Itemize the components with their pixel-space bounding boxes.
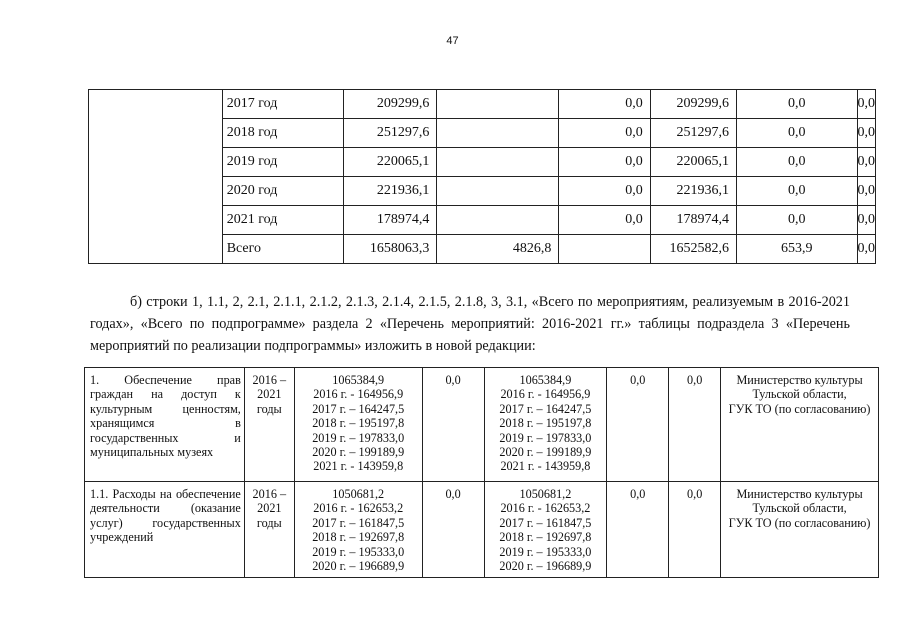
local-cell: 0,0 xyxy=(736,148,857,177)
total-amount-cell xyxy=(294,482,422,578)
amount-line: 2021 г. - 143959,8 xyxy=(313,459,404,474)
regional-cell: 0,0 xyxy=(559,90,650,119)
paragraph-text: б) строки 1, 1.1, 2, 2.1, 2.1.1, 2.1.2, 2.1.3, 2.1.4, 2.1.5, 2.1.8, 3, 3.1, «Всего по мероприятиям, реализуемым в 2016-2021 годах», «Всего по подпрограмме» раздела 2 «Перечень мероприятий: 2016-2021 гг.» таблицы подраздела 3 «Перечень мероприятий по реализации подпрограммы» изложить в новой редакции: xyxy=(90,294,850,354)
federal-cell xyxy=(437,119,559,148)
amount-line: 2018 г. – 192697,8 xyxy=(312,530,405,545)
local-cell: 0,0 xyxy=(736,206,857,235)
other-cell: 0,0 xyxy=(857,148,876,177)
year-cell: 2017 год xyxy=(222,90,344,119)
measure-name-cell xyxy=(85,482,245,578)
period-line: годы xyxy=(256,401,282,416)
executor-line: Министерство культуры xyxy=(736,373,863,387)
total-cell: 1658063,3 xyxy=(344,235,437,264)
other-cell: 0,0 xyxy=(669,482,721,578)
local-cell: 0,0 xyxy=(736,119,857,148)
regional-cell: 0,0 xyxy=(559,148,650,177)
other-cell: 0,0 xyxy=(857,177,876,206)
local-cell: 0,0 xyxy=(736,90,857,119)
measure-name-cell xyxy=(85,368,245,482)
page-number: 47 xyxy=(446,35,459,47)
regional-amount-cell xyxy=(484,368,607,482)
measure-name: 1. Обеспечение прав граждан на доступ к культурным ценностям, хранящимся в государственных и муниципальных музеях xyxy=(90,373,241,460)
amount-line: 2016 г. - 164956,9 xyxy=(500,387,591,402)
other-cell: 0,0 xyxy=(857,206,876,235)
total-cell: 221936,1 xyxy=(344,177,437,206)
amount-line: 2017 г. – 161847,5 xyxy=(499,515,592,530)
executor-cell xyxy=(721,482,879,578)
local-cell: 653,9 xyxy=(736,235,857,264)
year-cell: 2021 год xyxy=(222,206,344,235)
period-line: 2021 xyxy=(257,387,282,402)
other-cell: 0,0 xyxy=(669,368,721,482)
amount-line: 2016 г. - 164956,9 xyxy=(313,387,404,402)
budget-cell: 221936,1 xyxy=(650,177,736,206)
total-cell: 251297,6 xyxy=(344,119,437,148)
year-cell: 2018 год xyxy=(222,119,344,148)
period-cell xyxy=(244,482,294,578)
amount-line: 2018 г. – 192697,8 xyxy=(499,530,592,545)
local-cell: 0,0 xyxy=(607,482,669,578)
executor-line: Тульской области, xyxy=(752,387,847,402)
amount-line: 2019 г. – 195333,0 xyxy=(312,544,405,559)
year-cell: 2020 год xyxy=(222,177,344,206)
amount-line: 1050681,2 xyxy=(519,487,572,501)
period-line: 2021 xyxy=(257,501,282,516)
period-line: 2016 – xyxy=(252,487,287,501)
amount-line: 2018 г. – 195197,8 xyxy=(499,416,592,431)
other-cell: 0,0 xyxy=(857,235,876,264)
total-cell: 178974,4 xyxy=(344,206,437,235)
amount-line: 2017 г. – 161847,5 xyxy=(312,515,405,530)
table-row xyxy=(89,90,876,119)
regional-cell xyxy=(559,235,650,264)
executor-line: ГУК ТО (по согласованию) xyxy=(728,401,871,416)
budget-cell: 209299,6 xyxy=(650,90,736,119)
total-cell: 209299,6 xyxy=(344,90,437,119)
table-row xyxy=(85,482,879,578)
regional-cell: 0,0 xyxy=(559,206,650,235)
total-amount-cell xyxy=(294,368,422,482)
federal-cell: 0,0 xyxy=(422,368,484,482)
budget-cell: 1652582,6 xyxy=(650,235,736,264)
regional-cell: 0,0 xyxy=(559,119,650,148)
budget-cell: 178974,4 xyxy=(650,206,736,235)
period-cell xyxy=(244,368,294,482)
executor-line: ГУК ТО (по согласованию) xyxy=(728,515,871,530)
regional-cell: 0,0 xyxy=(559,177,650,206)
federal-cell: 4826,8 xyxy=(437,235,559,264)
amount-line: 1065384,9 xyxy=(332,373,385,387)
budget-cell: 220065,1 xyxy=(650,148,736,177)
year-cell: Всего xyxy=(222,235,344,264)
financing-by-year-table xyxy=(88,89,876,264)
regional-amount-cell xyxy=(484,482,607,578)
amount-line: 1050681,2 xyxy=(332,487,385,501)
amount-line: 2019 г. – 195333,0 xyxy=(499,544,592,559)
measure-name: 1.1. Расходы на обеспечение деятельности (оказание услуг) государственных учреждений xyxy=(90,487,241,545)
amount-line: 2017 г. – 164247,5 xyxy=(312,401,405,416)
federal-cell xyxy=(437,90,559,119)
local-cell: 0,0 xyxy=(607,368,669,482)
year-cell: 2019 год xyxy=(222,148,344,177)
period-line: 2016 – xyxy=(252,373,287,387)
amount-line: 2021 г. - 143959,8 xyxy=(500,459,591,474)
amount-line: 2019 г. – 197833,0 xyxy=(312,430,405,445)
federal-cell xyxy=(437,148,559,177)
amount-line: 2020 г. – 199189,9 xyxy=(312,445,405,460)
other-cell: 0,0 xyxy=(857,90,876,119)
amount-line: 2017 г. – 164247,5 xyxy=(499,401,592,416)
measures-table xyxy=(84,367,879,578)
amount-line: 2020 г. – 199189,9 xyxy=(499,445,592,460)
amendment-paragraph xyxy=(90,291,850,357)
other-cell: 0,0 xyxy=(857,119,876,148)
budget-cell: 251297,6 xyxy=(650,119,736,148)
merged-empty-cell xyxy=(89,90,223,264)
executor-line: Министерство культуры xyxy=(736,487,863,501)
local-cell: 0,0 xyxy=(736,177,857,206)
federal-cell: 0,0 xyxy=(422,482,484,578)
amount-line: 1065384,9 xyxy=(519,373,572,387)
amount-line: 2018 г. – 195197,8 xyxy=(312,416,405,431)
executor-line: Тульской области, xyxy=(752,501,847,516)
amount-line: 2016 г. - 162653,2 xyxy=(313,501,404,516)
federal-cell xyxy=(437,206,559,235)
federal-cell xyxy=(437,177,559,206)
table-row xyxy=(85,368,879,482)
executor-cell xyxy=(721,368,879,482)
period-line: годы xyxy=(256,515,282,530)
amount-line: 2020 г. – 196689,9 xyxy=(312,559,405,574)
amount-line: 2016 г. - 162653,2 xyxy=(500,501,591,516)
amount-line: 2020 г. – 196689,9 xyxy=(499,559,592,574)
amount-line: 2019 г. – 197833,0 xyxy=(499,430,592,445)
total-cell: 220065,1 xyxy=(344,148,437,177)
